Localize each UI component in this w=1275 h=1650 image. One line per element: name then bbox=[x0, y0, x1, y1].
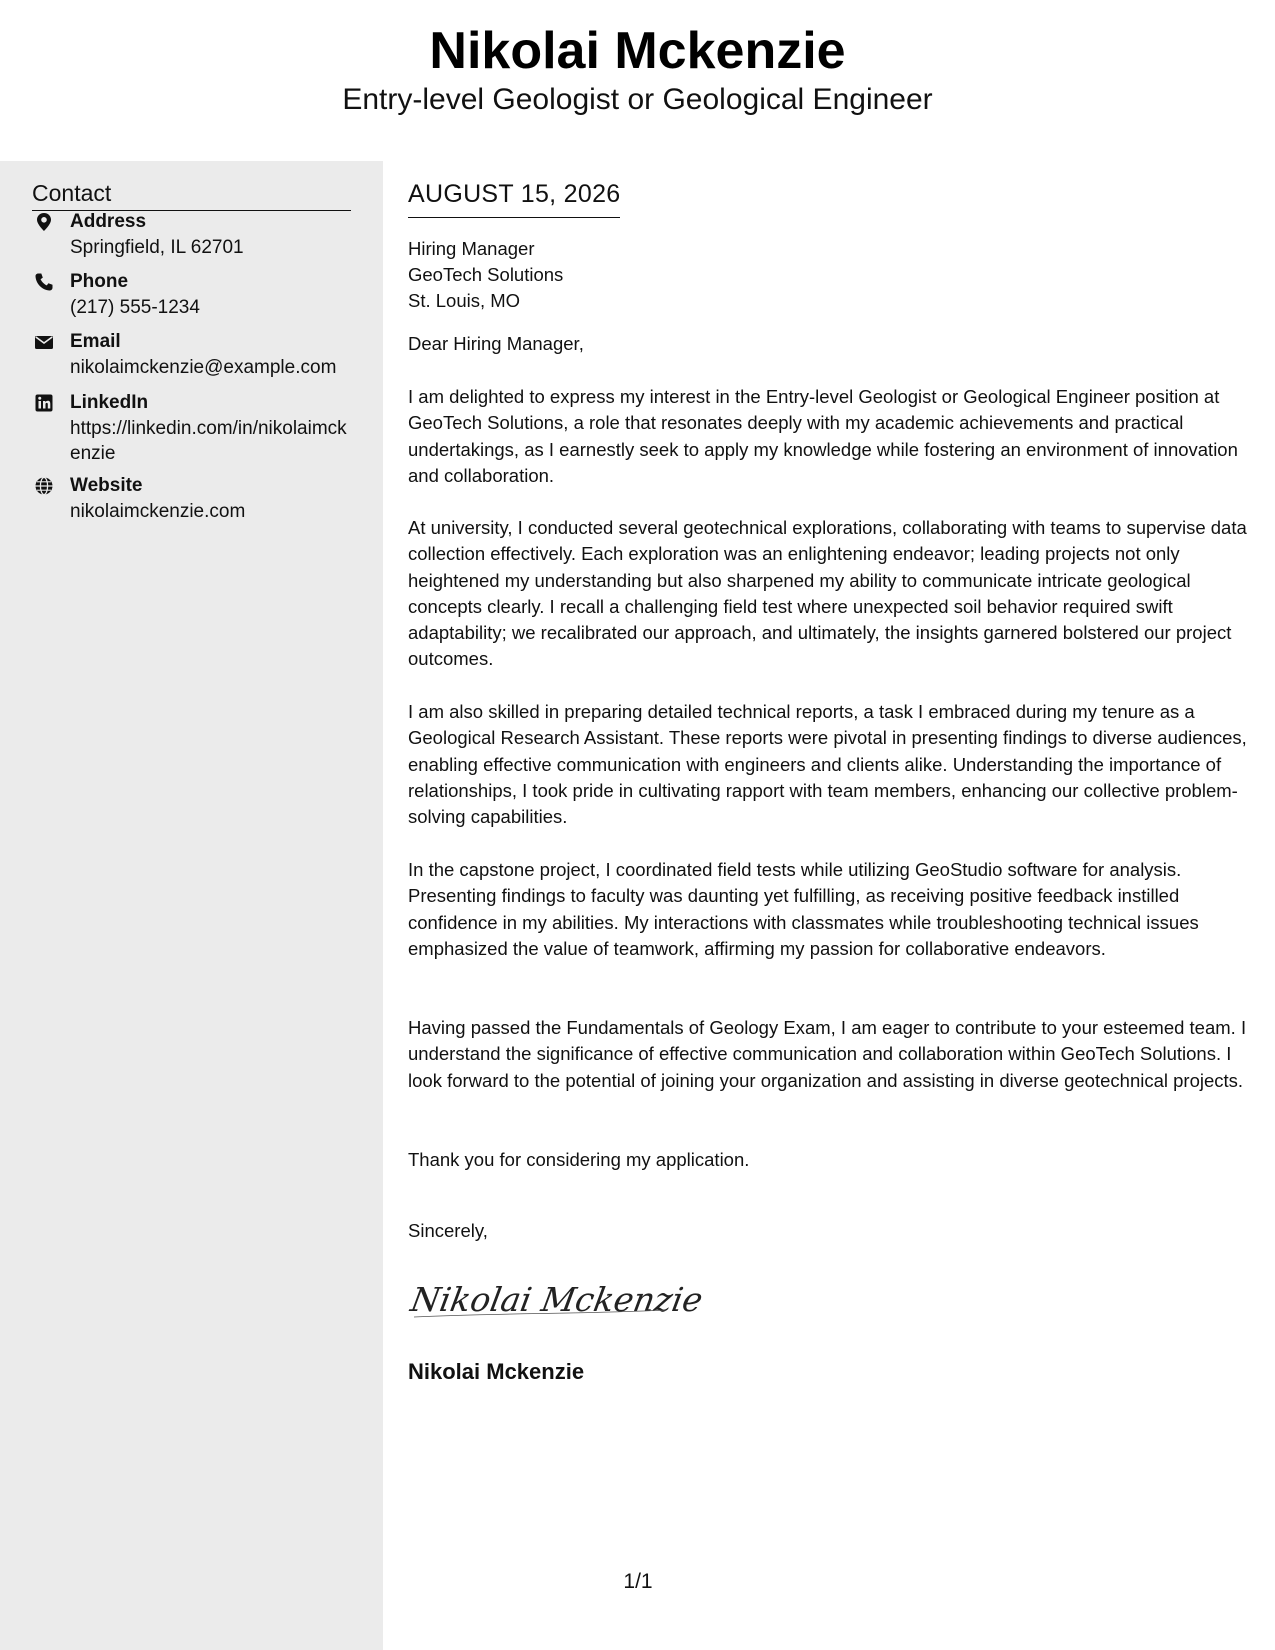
letter-paragraph: Having passed the Fundamentals of Geology Exam, I am eager to contribute to your esteemed team. I understand the significance of effective communication and collaboration within GeoTech Solutions. I look forward to the potential of joining your organization and assisting in diverse geotechnical projects. bbox=[408, 1017, 1247, 1091]
letter-paragraph: I am delighted to express my interest in the Entry-level Geologist or Geological Engineer position at GeoTech Solutions, a role that resonates deeply with my academic achievements and practical undertakings, as I earnestly seek to apply my knowledge while fostering an environment of innovation and collaboration. bbox=[408, 386, 1238, 486]
contact-label: LinkedIn bbox=[70, 392, 149, 413]
signed-name: Nikolai Mckenzie bbox=[408, 1359, 585, 1384]
signature-image bbox=[408, 1273, 708, 1323]
globe-icon bbox=[34, 476, 54, 496]
website-value[interactable]: nikolaimckenzie.com bbox=[70, 501, 246, 522]
recipient-line: Hiring Manager bbox=[408, 238, 535, 259]
svg-text:Nikolai Mckenzie: Nikolai Mckenzie bbox=[408, 1280, 706, 1319]
recipient-line: GeoTech Solutions bbox=[408, 264, 564, 285]
salutation: Dear Hiring Manager, bbox=[408, 333, 584, 354]
closing: Sincerely, bbox=[408, 1220, 488, 1241]
phone-value[interactable]: (217) 555-1234 bbox=[70, 297, 200, 318]
recipient-line: St. Louis, MO bbox=[408, 290, 521, 311]
envelope-icon bbox=[34, 332, 54, 352]
linkedin-value[interactable]: https://linkedin.com/in/nikolaimckenzie bbox=[70, 418, 347, 464]
contact-sidebar bbox=[0, 161, 383, 1650]
linkedin-icon bbox=[34, 393, 54, 413]
phone-icon bbox=[34, 272, 54, 292]
letter-paragraph: I am also skilled in preparing detailed technical reports, a task I embraced during my tenure as a Geological Research Assistant. These reports were pivotal in presenting findings to diverse audiences, enabling effective communication with engineers and clients alike. Understanding the importance of relationships, I took pride in cultivating rapport with team members, enhancing our collective problem-solving capabilities. bbox=[408, 701, 1247, 828]
map-pin-icon bbox=[34, 212, 54, 232]
contact-label: Email bbox=[70, 331, 121, 352]
contact-heading: Contact bbox=[32, 177, 351, 211]
contact-label: Address bbox=[70, 211, 147, 232]
contact-label: Phone bbox=[70, 271, 129, 292]
contact-label: Website bbox=[70, 475, 143, 496]
recipient-block bbox=[408, 236, 563, 314]
job-title: Entry-level Geologist or Geological Engineer bbox=[342, 83, 933, 116]
letter-header bbox=[0, 0, 1275, 161]
applicant-name: Nikolai Mckenzie bbox=[429, 22, 846, 80]
letter-paragraph: At university, I conducted several geotechnical explorations, collaborating with teams to supervise data collection effectively. Each exploration was an enlightening endeavor; leading projects not only heightened my understanding but also sharpened my ability to communicate intricate geological concepts clearly. I recall a challenging field test where unexpected soil behavior required swift adaptability; we recalibrated our approach, and ultimately, the insights garnered bolstered our project outcomes. bbox=[408, 517, 1247, 670]
address-value: Springfield, IL 62701 bbox=[70, 237, 244, 258]
letter-paragraph: In the capstone project, I coordinated field tests while utilizing GeoStudio software for analysis. Presenting findings to faculty was daunting yet fulfilling, as receiving positive feedback instilled confidence in my abilities. My interactions with classmates while troubleshooting technical issues emphasized the value of teamwork, affirming my passion for collaborative endeavors. bbox=[408, 859, 1199, 959]
page-number: 1/1 bbox=[623, 1570, 653, 1593]
thank-you-line: Thank you for considering my application. bbox=[408, 1149, 750, 1170]
email-value[interactable]: nikolaimckenzie@example.com bbox=[70, 357, 337, 378]
letter-date: AUGUST 15, 2026 bbox=[408, 177, 620, 218]
